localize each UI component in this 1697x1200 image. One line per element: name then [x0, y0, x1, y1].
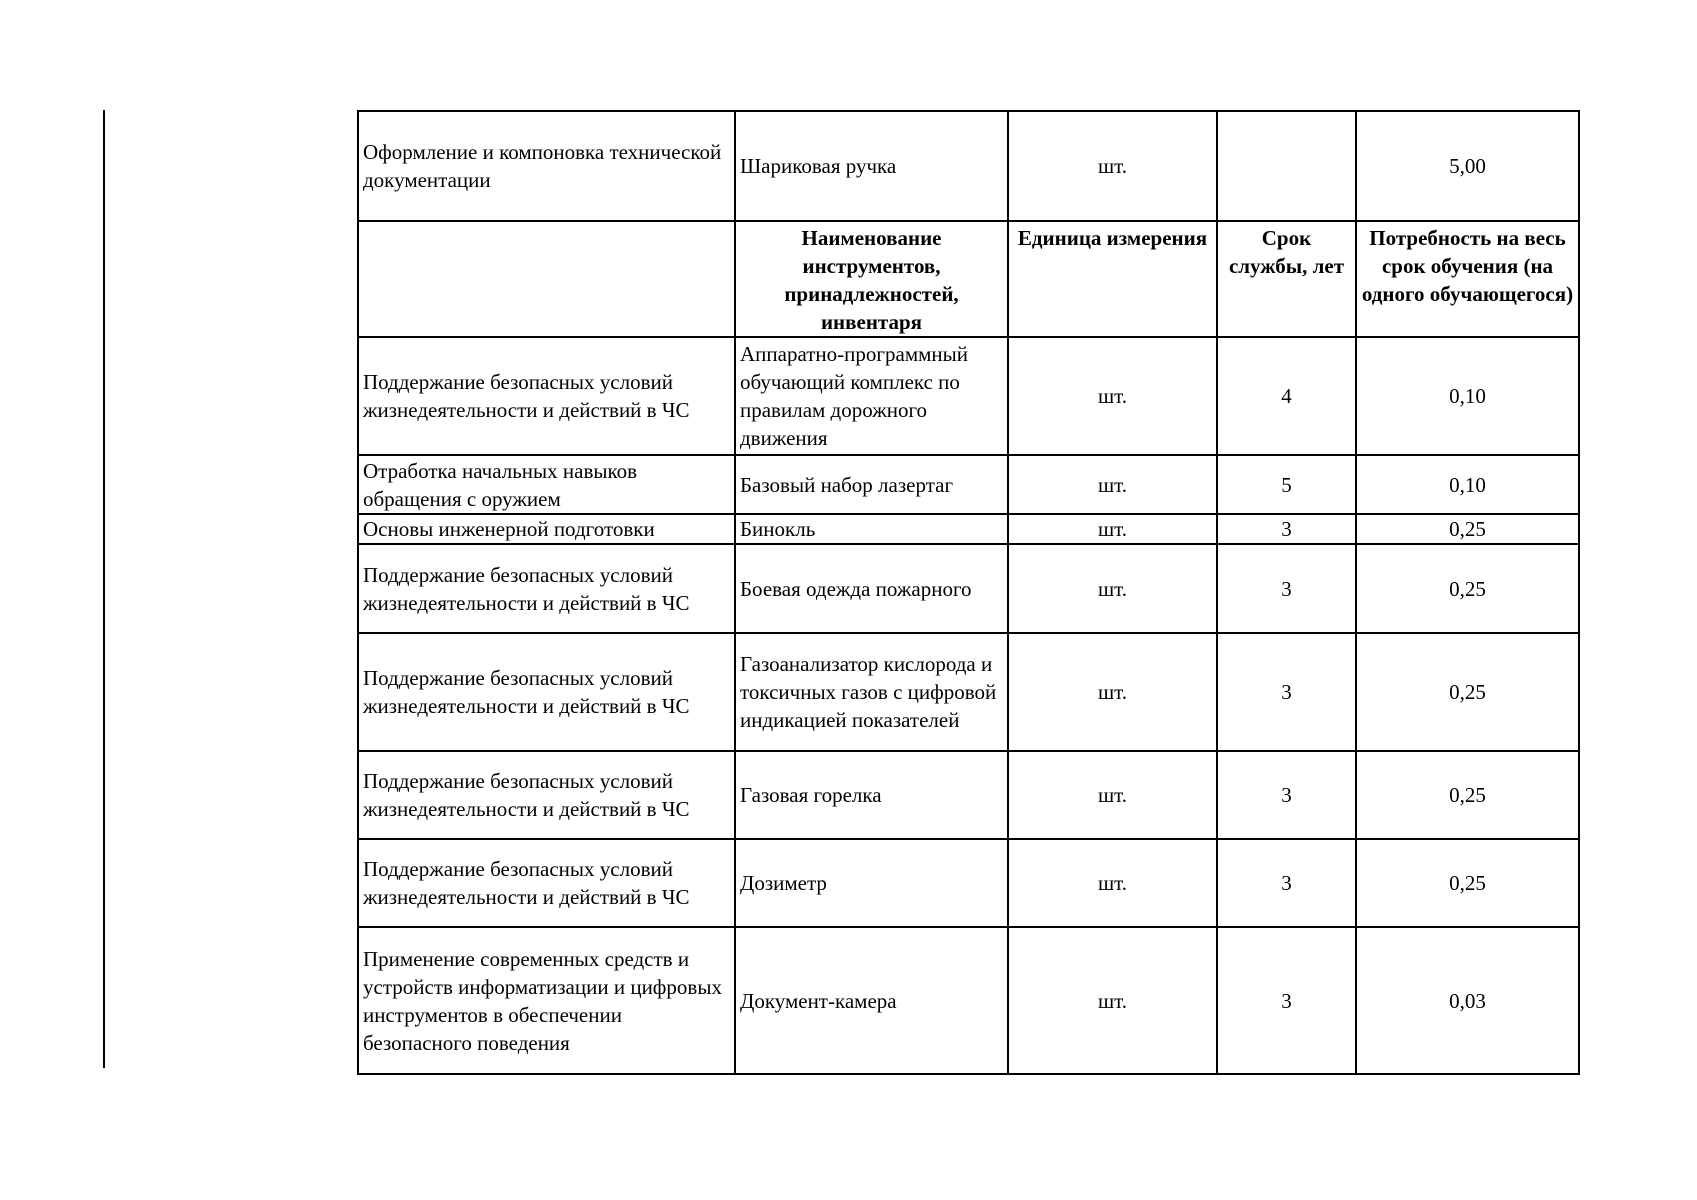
activity-cell: Поддержание безопасных условий жизнедеятельности и действий в ЧС — [358, 633, 735, 751]
item-cell: Дозиметр — [735, 839, 1008, 927]
activity-cell: Основы инженерной подготовки — [358, 514, 735, 544]
table-row — [358, 633, 1579, 751]
item-cell: Аппаратно-программный обучающий комплекс по правилам дорожного движения — [735, 337, 1008, 455]
table-row — [358, 839, 1579, 927]
unit-cell: шт. — [1008, 633, 1217, 751]
table-row — [358, 927, 1579, 1074]
unit-cell: шт. — [1008, 544, 1217, 633]
need-cell: 0,25 — [1356, 514, 1579, 544]
unit-cell: шт. — [1008, 839, 1217, 927]
service-life-cell: 3 — [1217, 544, 1356, 633]
service-life-cell: 3 — [1217, 839, 1356, 927]
need-cell: 0,10 — [1356, 455, 1579, 514]
service-life-cell: 3 — [1217, 514, 1356, 544]
activity-cell: Применение современных средств и устройств информатизации и цифровых инструментов в обеспечении безопасного поведения — [358, 927, 735, 1074]
activity-cell: Отработка начальных навыков обращения с оружием — [358, 455, 735, 514]
item-cell: Газоанализатор кислорода и токсичных газов с цифровой индикацией показателей — [735, 633, 1008, 751]
service-life-cell: 3 — [1217, 927, 1356, 1074]
margin-rule — [103, 110, 105, 1068]
header-item: Наименование инструментов, принадлежностей, инвентаря — [735, 221, 1008, 337]
unit-cell: шт. — [1008, 927, 1217, 1074]
need-cell: 0,25 — [1356, 633, 1579, 751]
item-cell: Бинокль — [735, 514, 1008, 544]
unit-cell: шт. — [1008, 337, 1217, 455]
unit-cell: шт. — [1008, 514, 1217, 544]
table-row — [358, 544, 1579, 633]
service-life-cell: 3 — [1217, 633, 1356, 751]
activity-cell: Поддержание безопасных условий жизнедеятельности и действий в ЧС — [358, 751, 735, 839]
header-need: Потребность на весь срок обучения (на одного обучающегося) — [1356, 221, 1579, 337]
need-cell: 5,00 — [1356, 111, 1579, 221]
service-life-cell: 5 — [1217, 455, 1356, 514]
item-cell: Боевая одежда пожарного — [735, 544, 1008, 633]
unit-cell: шт. — [1008, 751, 1217, 839]
need-cell: 0,25 — [1356, 751, 1579, 839]
table-row — [358, 111, 1579, 221]
service-life-cell: 3 — [1217, 751, 1356, 839]
unit-cell: шт. — [1008, 111, 1217, 221]
unit-cell: шт. — [1008, 455, 1217, 514]
header-unit: Единица измерения — [1008, 221, 1217, 337]
service-life-cell — [1217, 111, 1356, 221]
activity-cell: Поддержание безопасных условий жизнедеятельности и действий в ЧС — [358, 337, 735, 455]
header-service-life: Срок службы, лет — [1217, 221, 1356, 337]
need-cell: 0,25 — [1356, 839, 1579, 927]
table-row — [358, 455, 1579, 514]
header-activity — [358, 221, 735, 337]
item-cell: Базовый набор лазертаг — [735, 455, 1008, 514]
item-cell: Документ-камера — [735, 927, 1008, 1074]
need-cell: 0,10 — [1356, 337, 1579, 455]
activity-cell: Поддержание безопасных условий жизнедеятельности и действий в ЧС — [358, 839, 735, 927]
service-life-cell: 4 — [1217, 337, 1356, 455]
table-row — [358, 514, 1579, 544]
activity-cell: Оформление и компоновка технической документации — [358, 111, 735, 221]
table-row — [358, 751, 1579, 839]
item-cell: Газовая горелка — [735, 751, 1008, 839]
need-cell: 0,03 — [1356, 927, 1579, 1074]
item-cell: Шариковая ручка — [735, 111, 1008, 221]
activity-cell: Поддержание безопасных условий жизнедеятельности и действий в ЧС — [358, 544, 735, 633]
equipment-table — [357, 110, 1580, 1075]
need-cell: 0,25 — [1356, 544, 1579, 633]
table-header-row — [358, 221, 1579, 337]
table-row — [358, 337, 1579, 455]
